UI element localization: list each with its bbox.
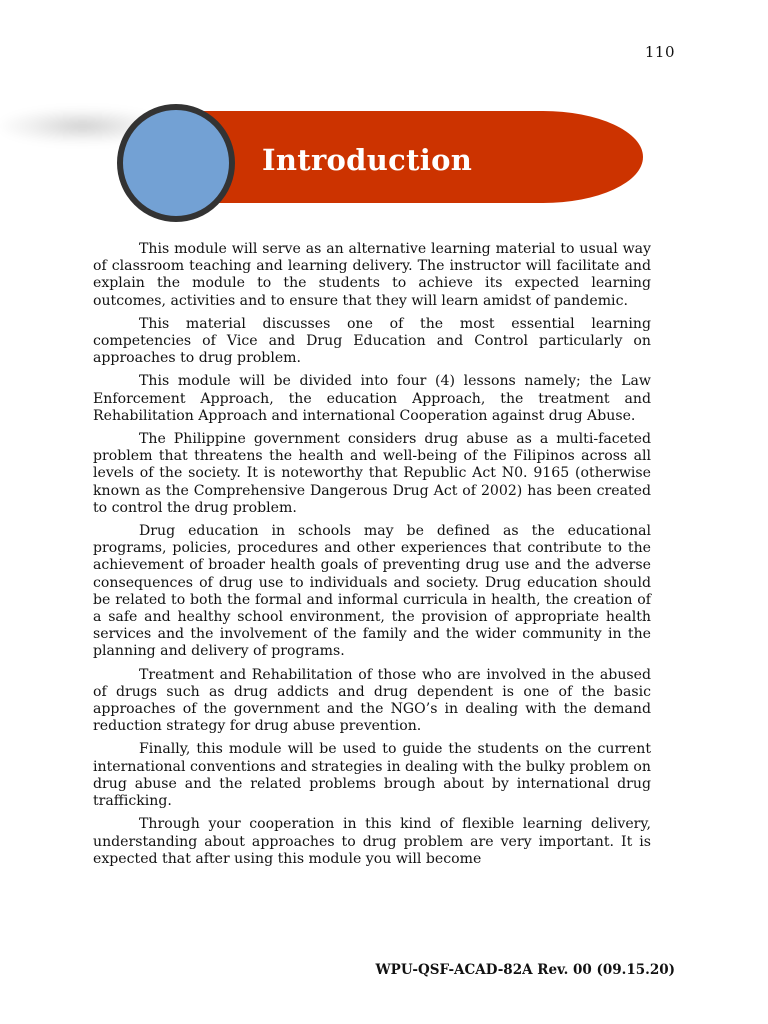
body-text: [93, 241, 651, 874]
paragraph-1: This module will serve as an alternative learning material to usual way of classroom teaching and learning delivery. The instructor will facilitate and explain the module to the students to achieve its expected learning outcomes, activities and to ensure that they will learn amidst of pandemic.: [93, 241, 651, 309]
paragraph-3: This module will be divided into four (4) lessons namely; the Law Enforcement Approach, the education Approach, the treatment and Rehabilitation Approach and international Cooperation against drug Abuse.: [93, 373, 651, 424]
paragraph-7: Finally, this module will be used to guide the students on the current international conventions and strategies in dealing with the bulky problem on drug abuse and the related problems brough about by international drug trafficking.: [93, 741, 651, 810]
paragraph-2: This material discusses one of the most essential learning competencies of Vice and Drug Education and Control particularly on approaches to drug problem.: [93, 315, 651, 367]
paragraph-4: The Philippine government considers drug abuse as a multi-faceted problem that threatens the health and well-being of the Filipinos across all levels of the society. It is noteworthy that Republic Act N0. 9165 (otherwise known as the Comprehensive Dangerous Drug Act of 2002) has been created to control the drug problem.: [93, 431, 651, 516]
paragraph-5: Drug education in schools may be defined as the educational programs, policies, procedures and other experiences that contribute to the achievement of broader health goals of preventing drug use and the adverse consequences of drug use to individuals and society. Drug education should be related to both the formal and informal curricula in health, the creation of a safe and healthy school environment, the provision of appropriate health services and the involvement of the family and the wider community in the planning and delivery of programs.: [93, 523, 651, 660]
document-code-footer: WPU-QSF-ACAD-82A Rev. 00 (09.15.20): [375, 962, 675, 978]
page-title: Introduction: [262, 143, 473, 177]
page-number: 110: [644, 43, 675, 61]
circle-decoration-icon: [117, 104, 235, 222]
paragraph-8: Through your cooperation in this kind of flexible learning delivery, understanding about approaches to drug problem are very important. It is expected that after using this module you will become: [93, 816, 651, 867]
paragraph-6: Treatment and Rehabilitation of those who are involved in the abused of drugs such as drug addicts and drug dependent is one of the basic approaches of the government and the NGO’s in dealing with the demand reduction strategy for drug abuse prevention.: [93, 666, 651, 735]
